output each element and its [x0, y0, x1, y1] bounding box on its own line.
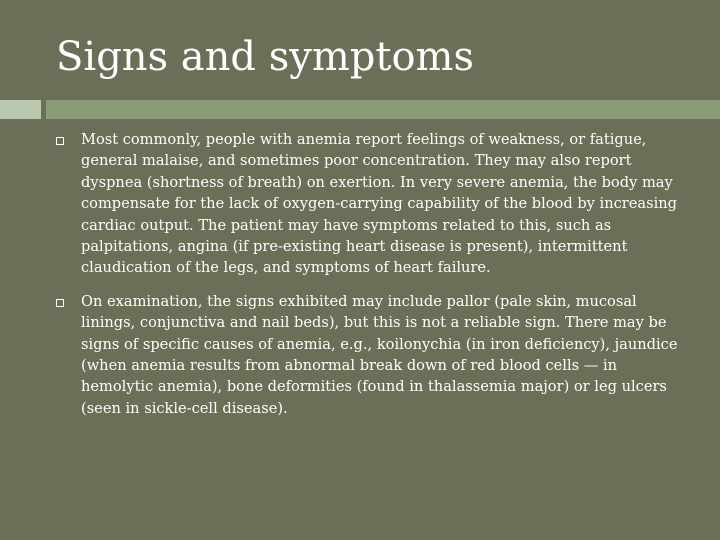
square-bullet-icon: [56, 137, 64, 145]
bullet-item: [56, 129, 686, 279]
bullet-item: [56, 291, 686, 419]
bullet-text: On examination, the signs exhibited may include pallor (pale skin, mucosal linings, conjunctiva and nail beds), but this is not a reliable sign. There may be signs of specific causes of anemia, e.g., koilonychia (in iron deficiency), jaundice (when anemia results from abnormal break down of red blood cells — in hemolytic anemia), bone deformities (found in thalassemia major) or leg ulcers (seen in sickle-cell disease).: [81, 292, 678, 417]
square-bullet-icon: [56, 299, 64, 307]
slide-title: Signs and symptoms: [56, 34, 475, 80]
title-divider-bar: [46, 100, 720, 119]
bullet-text: Most commonly, people with anemia report feelings of weakness, or fatigue, general malaise, and sometimes poor concentration. They may also report dyspnea (shortness of breath) on exertion. In very severe anemia, the body may compensate for the lack of oxygen-carrying capability of the blood by increasing cardiac output. The patient may have symptoms related to this, such as palpitations, angina (if pre-existing heart disease is present), intermittent claudication of the legs, and symptoms of heart failure.: [81, 131, 677, 277]
bullet-list: [56, 129, 686, 431]
title-divider-accent: [0, 100, 41, 119]
